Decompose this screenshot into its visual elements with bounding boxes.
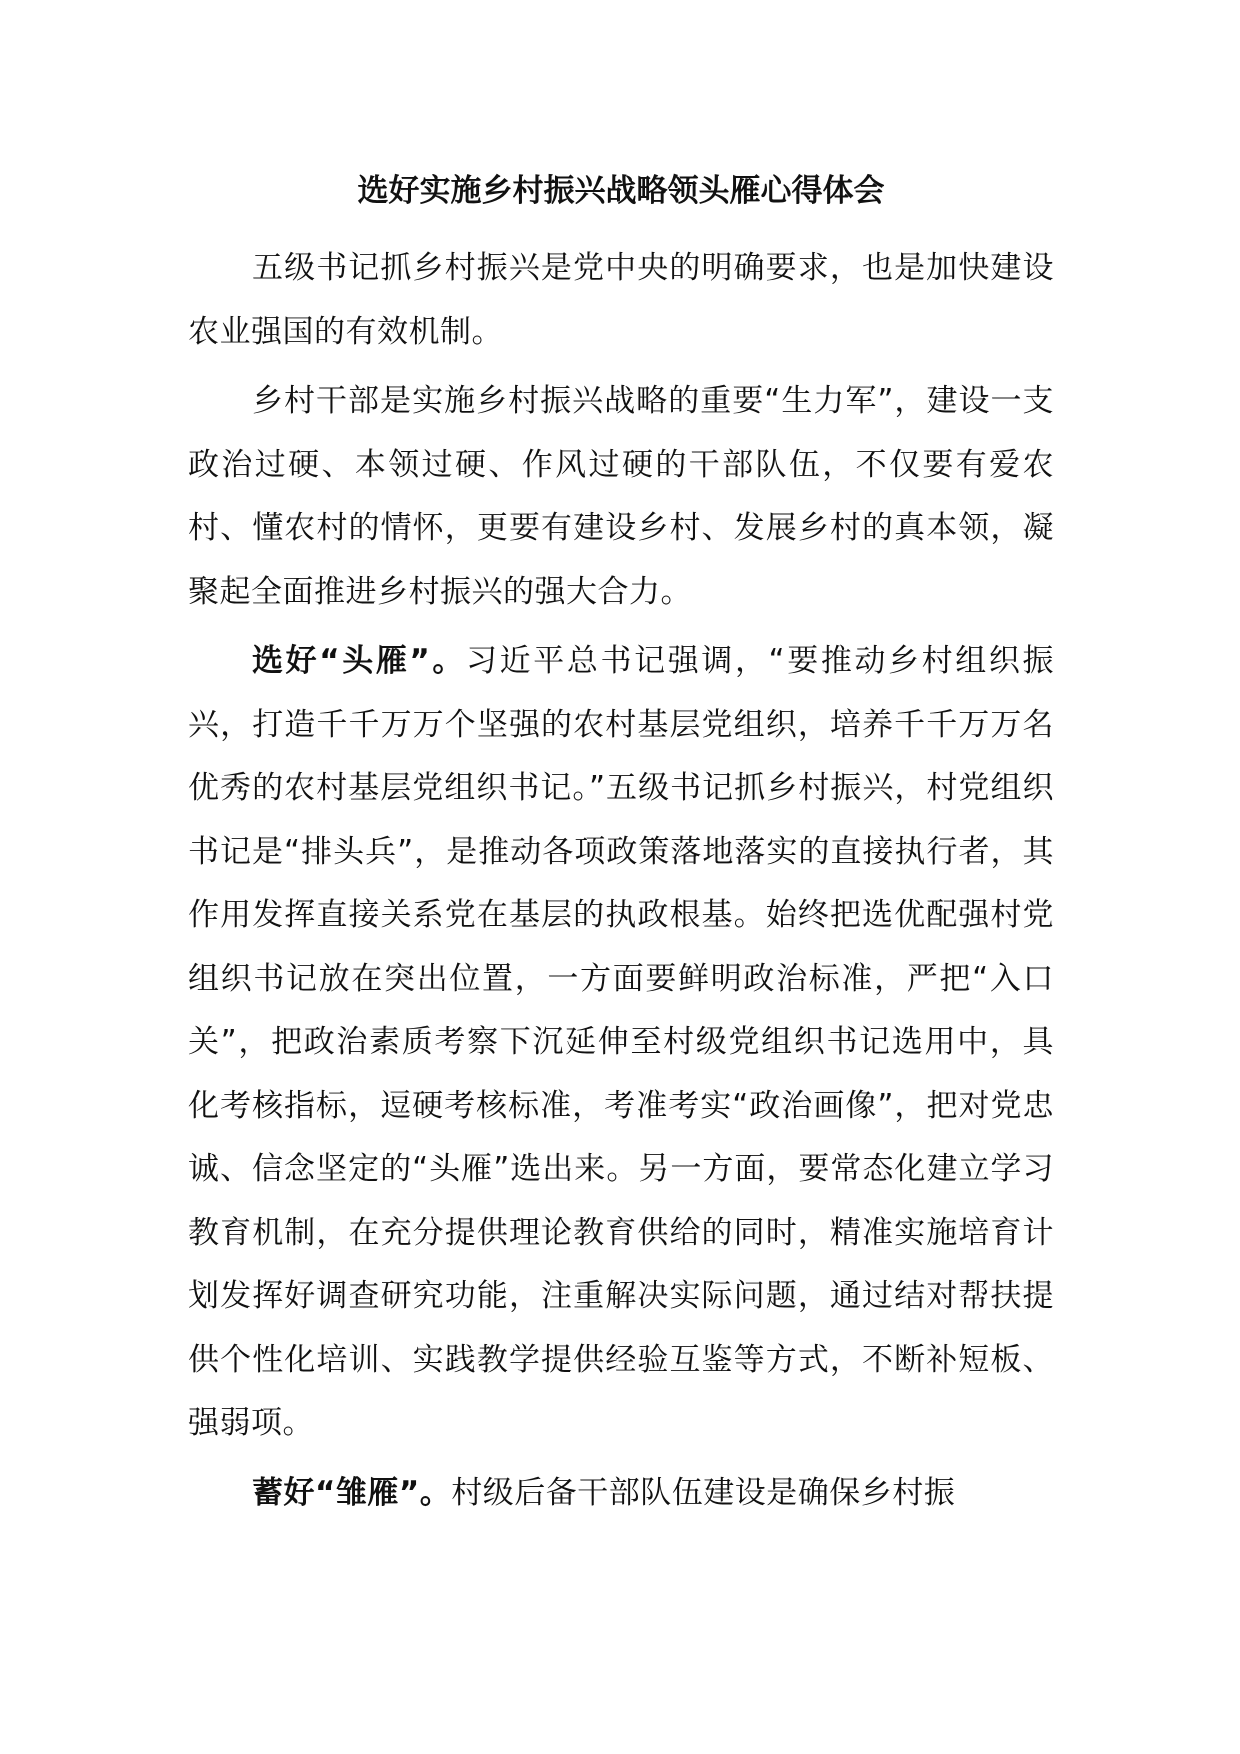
document-body — [188, 237, 1054, 1531]
paragraph-lead-heading: 选好“头雁”。 — [252, 643, 467, 679]
paragraph-text: 习近平总书记强调，“要推动乡村组织振兴，打造千千万万个坚强的农村基层党组织，培养千千万万名优秀的农村基层党组织书记。”五级书记抓乡村振兴，村党组织书记是“排头兵”，是推动各项政策落地落实的直接执行者，其作用发挥直接关系党在基层的执政根基。始终把选优配强村党组织书记放在突出位置，一方面要鲜明政治标准，严把“入口关”，把政治素质考察下沉延伸至村级党组织书记选用中，具化考核指标，逗硬考核标准，考准考实“政治画像”，把对党忠诚、信念坚定的“头雁”选出来。另一方面，要常态化建立学习教育机制，在充分提供理论教育供给的同时，精准实施培育计划发挥好调查研究功能，注重解决实际问题，通过结对帮扶提供个性化培训、实践教学提供经验互鉴等方式，不断补短板、强弱项。 — [188, 643, 1055, 1441]
document-title: 选好实施乡村振兴战略领头雁心得体会 — [357, 173, 885, 209]
paragraph-lead-heading: 蓄好“雏雁”。 — [252, 1474, 452, 1511]
paragraph-text: 村级后备干部队伍建设是确保乡村振 — [451, 1474, 956, 1511]
paragraph-text: 五级书记抓乡村振兴是党中央的明确要求，也是加快建设农业强国的有效机制。 — [188, 250, 1054, 350]
paragraph-text: 乡村干部是实施乡村振兴战略的重要“生力军”，建设一支政治过硬、本领过硬、作风过硬的干部队伍，不仅要有爱农村、懂农村的情怀，更要有建设乡村、发展乡村的真本领，凝聚起全面推进乡村振兴的强大合力。 — [188, 383, 1054, 610]
paragraph-1 — [188, 237, 1054, 364]
paragraph-3 — [188, 630, 1054, 1456]
paragraph-4 — [188, 1462, 1054, 1526]
paragraph-2 — [188, 370, 1054, 624]
